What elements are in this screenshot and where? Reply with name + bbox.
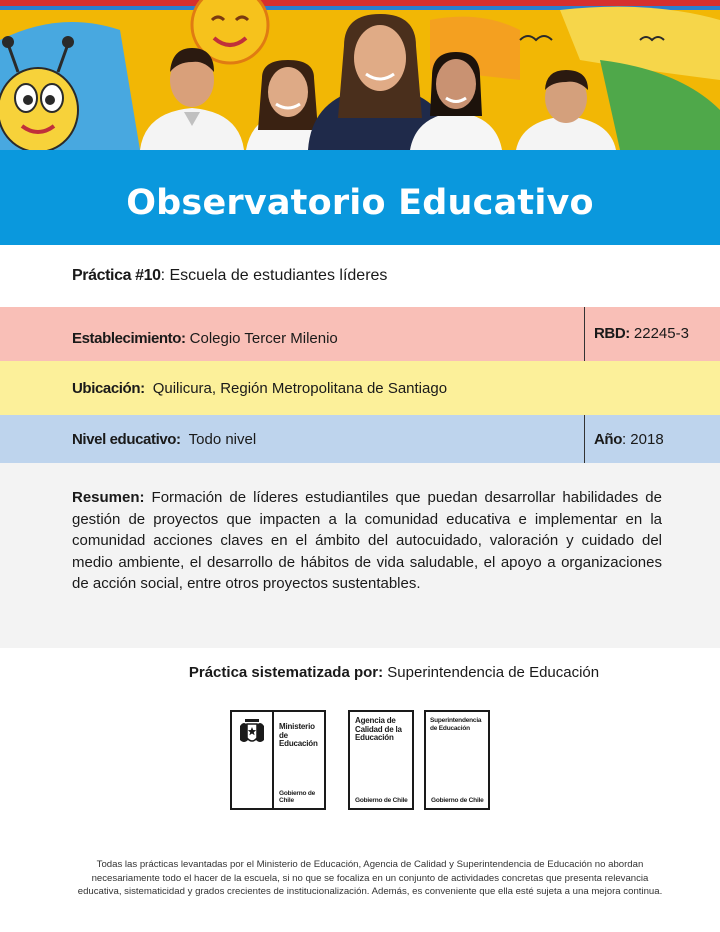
- year-value: : 2018: [621, 430, 664, 448]
- practice-row: [0, 245, 720, 307]
- superintendencia-name-line2: de Educación: [430, 724, 470, 732]
- ministerio-logo: [230, 710, 326, 810]
- footer-line-2: necesariamente todo el hacer de la escuela, si no que se focaliza en un conjunto de actividades concretas que presenta relevancia: [91, 872, 649, 884]
- location-label: Ubicación:: [72, 379, 145, 397]
- location-row: [0, 361, 720, 415]
- rbd-cell: [584, 307, 720, 361]
- agencia-name: [355, 717, 402, 743]
- title-band: [0, 150, 720, 245]
- superintendencia-name: [430, 717, 481, 732]
- level-label: Nivel educativo:: [72, 430, 181, 448]
- practice-label: Práctica #10: [72, 267, 161, 284]
- agencia-logo: [348, 710, 414, 810]
- footer-disclaimer: [70, 858, 670, 899]
- credit-label: Práctica sistematizada por:: [188, 664, 384, 681]
- credit-value: Superintendencia de Educación: [387, 664, 600, 681]
- establishment-value: Colegio Tercer Milenio: [189, 329, 338, 347]
- rbd-label: RBD:: [594, 325, 630, 342]
- agencia-government-label: Gobierno de Chile: [355, 797, 408, 804]
- footer-line-3: educativa, sistematicidad y grados crecientes de institucionalización. Además, es conveniente que ella esté sujeta a una mejora continua.: [77, 886, 663, 897]
- agencia-name-line1: Agencia de: [355, 716, 396, 725]
- establishment-cell: [0, 307, 584, 361]
- header-photo: [0, 0, 720, 150]
- level-value: Todo nivel: [188, 430, 257, 448]
- ministerio-name-line2: Educación: [279, 739, 318, 748]
- location-value: Quilicura, Región Metropolitana de Santiago: [152, 379, 448, 397]
- summary-text: Formación de líderes estudiantiles que puedan desarrollar habilidades de gestión de proyectos que impacten a la comunidad educativa e implementar en la comunidad acciones claves en el ámbito del autocuidado, valoración y cuidado del medio ambiente, el desarrollo de hábitos de vida saludable, el apoyo a organizaciones de acción social, entre otros proyectos sustentables.: [72, 489, 662, 592]
- crest-area: [232, 712, 274, 808]
- mural-illustration: [0, 0, 720, 150]
- establishment-row: [0, 307, 720, 361]
- year-label: Año: [594, 430, 622, 448]
- ministerio-name-line1: Ministerio de: [279, 722, 315, 740]
- year-cell: [584, 415, 720, 463]
- superintendencia-name-line1: Superintendencia: [430, 717, 482, 724]
- rbd-value: 22245-3: [633, 325, 689, 342]
- agencia-name-line2: Calidad de la: [355, 724, 402, 734]
- superintendencia-logo: [424, 710, 490, 810]
- level-cell: [0, 415, 584, 463]
- summary-paragraph: [72, 487, 662, 595]
- agencia-name-line3: Educación: [355, 733, 394, 742]
- level-row: [0, 415, 720, 463]
- chile-crest-icon: [236, 718, 268, 746]
- footer-line-1: Todas las prácticas levantadas por el Ministerio de Educación, Agencia de Calidad y Superintendencia de Educación no abordan: [96, 859, 644, 870]
- establishment-label: Establecimiento:: [72, 329, 186, 347]
- ministerio-government-label: Gobierno de Chile: [279, 790, 316, 804]
- ministerio-name: [279, 723, 324, 749]
- credit-line: [0, 664, 720, 681]
- summary-section: [0, 463, 720, 648]
- page-title: Observatorio Educativo: [126, 182, 594, 223]
- superintendencia-government-label: Gobierno de Chile: [431, 797, 484, 804]
- practice-value: : Escuela de estudiantes líderes: [160, 267, 388, 284]
- summary-label: Resumen:: [72, 489, 145, 506]
